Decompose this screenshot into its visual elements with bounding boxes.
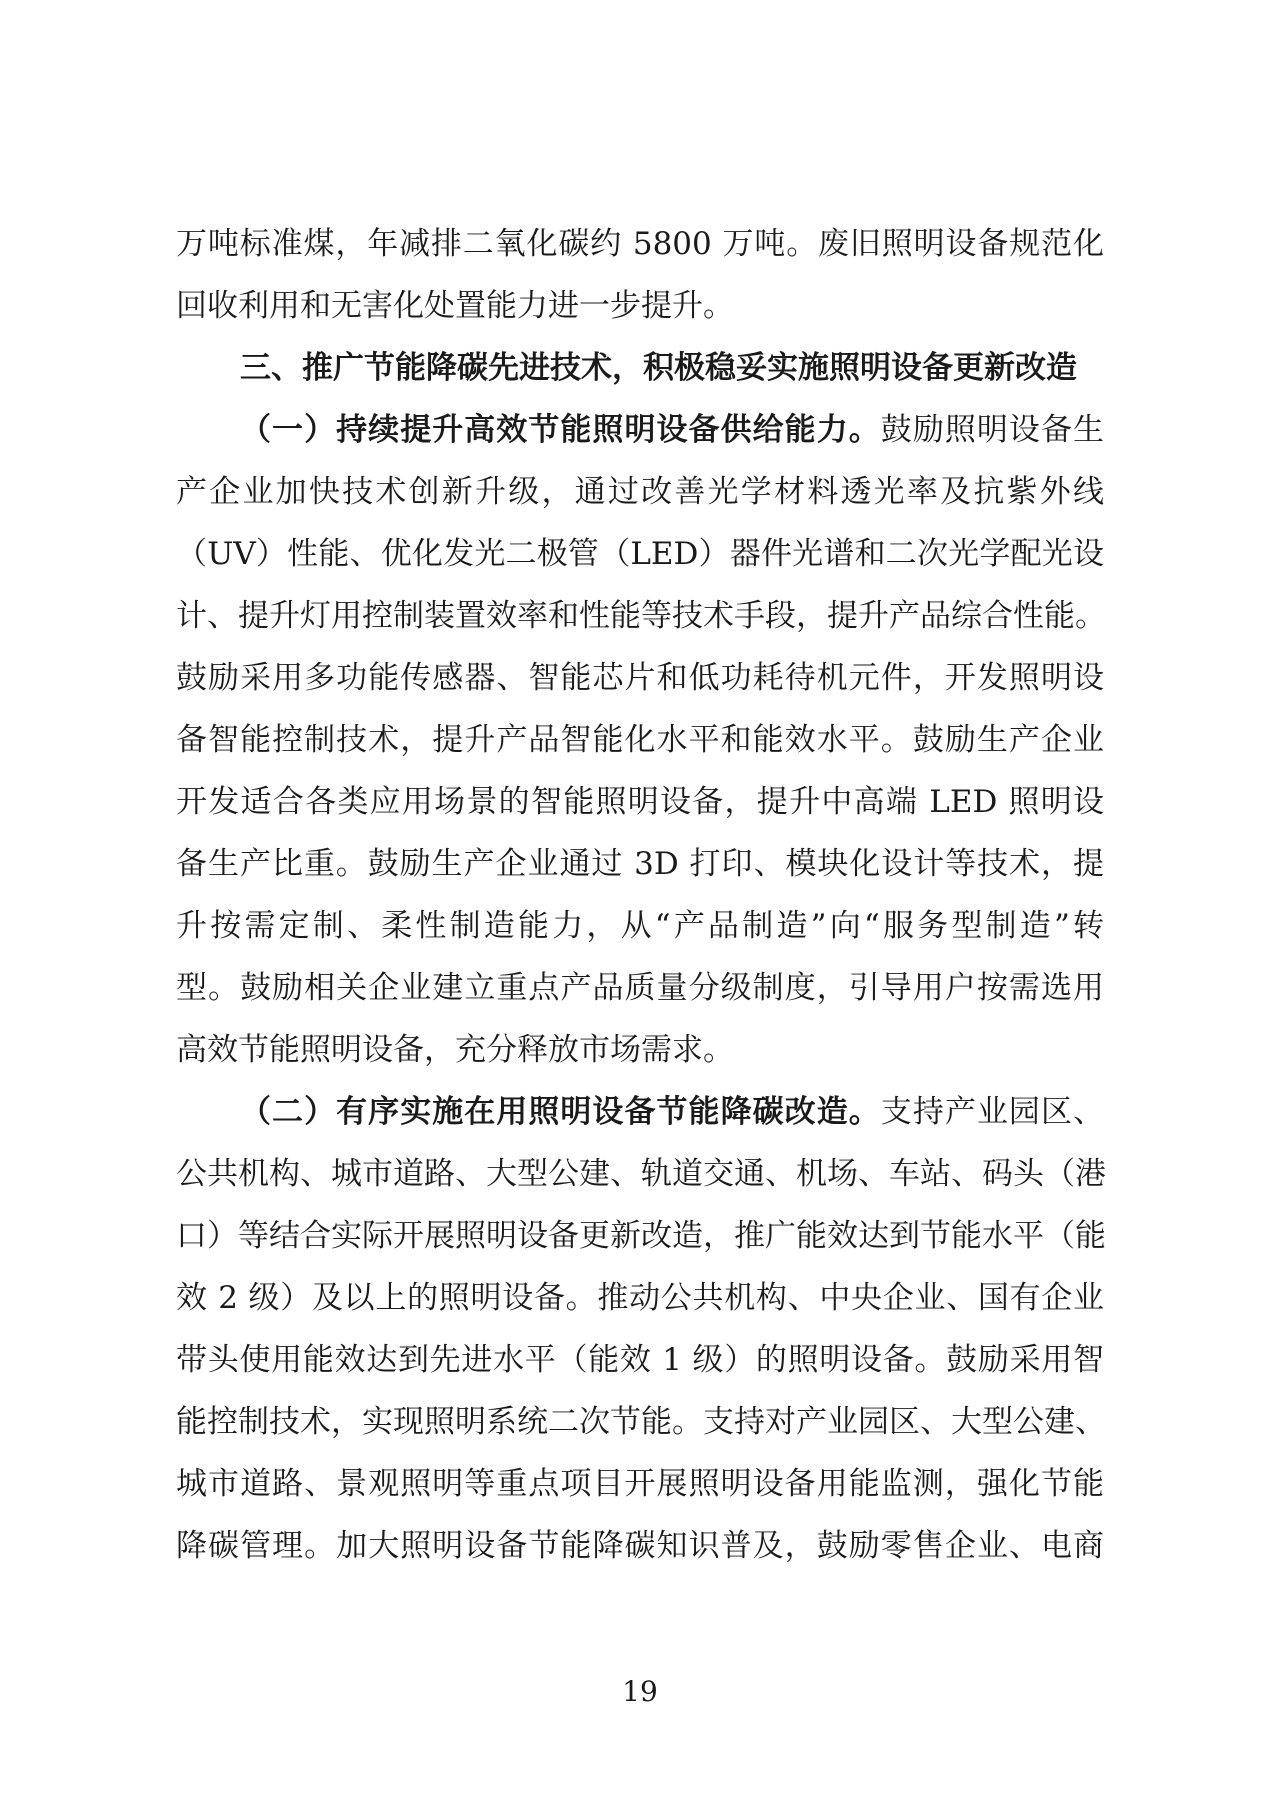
body-text-line: 备智能控制技术，提升产品智能化水平和能效水平。鼓励生产企业 <box>176 722 1104 758</box>
body-text: 鼓励照明设备生 <box>880 412 1105 448</box>
body-text-line: 万吨标准煤，年减排二氧化碳约 5800 万吨。废旧照明设备规范化 <box>176 226 1104 262</box>
body-text-line: 计、提升灯用控制装置效率和性能等技术手段，提升产品综合性能。 <box>176 598 1106 634</box>
body-text-line: 升按需定制、柔性制造能力，从“产品制造”向“服务型制造”转 <box>176 908 1104 944</box>
body-text-line: 开发适合各类应用场景的智能照明设备，提升中高端 LED 照明设 <box>176 784 1104 820</box>
body-text-line: 鼓励采用多功能传感器、智能芯片和低功耗待机元件，开发照明设 <box>176 660 1104 696</box>
body-text-line: 型。鼓励相关企业建立重点产品质量分级制度，引导用户按需选用 <box>176 970 1104 1006</box>
body-text-line: （UV）性能、优化发光二极管（LED）器件光谱和二次光学配光设 <box>176 536 1104 572</box>
body-text-line: 降碳管理。加大照明设备节能降碳知识普及，鼓励零售企业、电商 <box>176 1528 1104 1564</box>
subsection-heading-line <box>240 1088 1104 1136</box>
body-text-line: 高效节能照明设备，充分释放市场需求。 <box>176 1032 734 1068</box>
body-text-line: 口）等结合实际开展照明设备更新改造，推广能效达到节能水平（能 <box>176 1218 1106 1254</box>
subsection-heading-line <box>240 406 1104 454</box>
body-text-line: 带头使用能效达到先进水平（能效 1 级）的照明设备。鼓励采用智 <box>176 1342 1104 1378</box>
body-text-line: 能控制技术，实现照明系统二次节能。支持对产业园区、大型公建、 <box>176 1404 1106 1440</box>
body-text: 支持产业园区、 <box>880 1094 1105 1130</box>
body-text-line: 回收利用和无害化处置能力进一步提升。 <box>176 288 734 324</box>
body-text-line: 备生产比重。鼓励生产企业通过 3D 打印、模块化设计等技术，提 <box>176 846 1104 882</box>
subsection-title: （一）持续提升高效节能照明设备供给能力。 <box>240 412 881 448</box>
body-text-line: 城市道路、景观照明等重点项目开展照明设备用能监测，强化节能 <box>176 1466 1104 1502</box>
page-number: 19 <box>622 1675 658 1708</box>
body-text-line: 效 2 级）及以上的照明设备。推动公共机构、中央企业、国有企业 <box>176 1280 1104 1316</box>
body-text-line: 公共机构、城市道路、大型公建、轨道交通、机场、车站、码头（港 <box>176 1156 1106 1192</box>
body-text-line: 产企业加快技术创新升级，通过改善光学材料透光率及抗紫外线 <box>176 474 1104 510</box>
subsection-title: （二）有序实施在用照明设备节能降碳改造。 <box>240 1094 881 1130</box>
section-heading: 三、推广节能降碳先进技术，积极稳妥实施照明设备更新改造 <box>240 350 1077 386</box>
